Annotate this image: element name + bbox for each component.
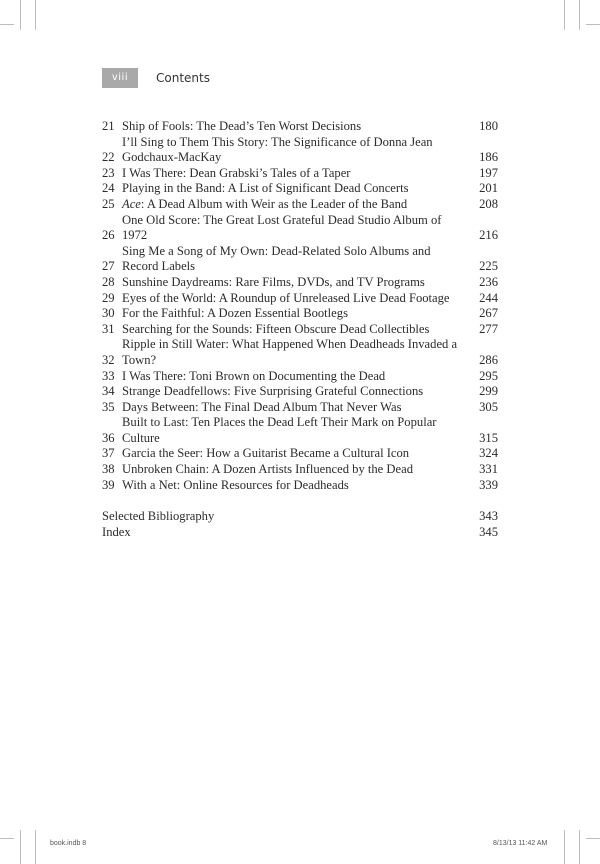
chapter-title: I Was There: Dean Grabski’s Tales of a Taper: [122, 165, 351, 180]
chapter-title: Days Between: The Final Dead Album That Never Was: [122, 399, 402, 414]
page-number: 339: [479, 477, 498, 492]
toc-entry: [102, 446, 498, 462]
chapter-number: 28: [102, 274, 115, 289]
page-number: 180: [479, 119, 498, 133]
toc-entry: [102, 181, 498, 197]
crop-mark: [0, 838, 14, 839]
page-number: 208: [479, 196, 498, 211]
slug-filename: book.indb 8: [50, 840, 87, 847]
toc-entry: [102, 322, 498, 338]
chapter-number: 39: [102, 477, 115, 492]
toc-entry: [102, 306, 498, 322]
chapter-number: 32: [102, 352, 115, 367]
chapter-title: Playing in the Band: A List of Significant Dead Concerts: [122, 181, 409, 196]
chapter-number: 24: [102, 181, 115, 196]
chapter-title: Strange Deadfellows: Five Surprising Grateful Connections: [122, 384, 424, 399]
running-head: Contents: [156, 71, 210, 85]
page-header: [102, 68, 210, 88]
toc-entry: [102, 462, 498, 478]
chapter-title: Sunshine Daydreams: Rare Films, DVDs, and TV Programs: [122, 274, 425, 289]
chapter-number: 22: [102, 150, 115, 165]
page-number: 236: [479, 274, 498, 289]
page-number: 331: [479, 462, 498, 477]
chapter-number: 31: [102, 321, 115, 336]
chapter-title: Eyes of the World: A Roundup of Unreleased Live Dead Footage: [122, 290, 450, 305]
page-number: 216: [479, 228, 498, 243]
toc-entry: [102, 415, 498, 446]
crop-mark: [35, 830, 36, 864]
crop-mark: [0, 24, 14, 25]
crop-mark: [20, 0, 21, 30]
chapter-number: 36: [102, 430, 115, 445]
page-number: 286: [479, 352, 498, 367]
chapter-title: Searching for the Sounds: Fifteen Obscure Dead Collectibles: [122, 321, 430, 336]
page-number: 277: [479, 321, 498, 336]
chapter-number: 27: [102, 259, 115, 274]
back-matter-list: [102, 509, 498, 540]
chapter-title: Selected Bibliography: [102, 509, 215, 524]
toc-entry: [102, 337, 498, 368]
toc-entry: [102, 525, 498, 541]
page-number: 324: [479, 446, 498, 461]
page-number-box: viii: [102, 68, 138, 88]
chapter-title: Unbroken Chain: A Dozen Artists Influenced by the Dead: [122, 462, 413, 477]
chapter-number: 30: [102, 306, 115, 321]
page-number: 345: [479, 524, 498, 539]
page-number: 244: [479, 290, 498, 305]
chapter-number: 25: [102, 196, 115, 211]
page-number: 201: [479, 181, 498, 196]
chapter-title: Garcia the Seer: How a Guitarist Became a Cultural Icon: [122, 446, 410, 461]
chapter-number: 37: [102, 446, 115, 461]
album-title: Ace: [122, 196, 141, 211]
page-number: 295: [479, 368, 498, 383]
toc-entry: [102, 384, 498, 400]
chapter-number: 29: [102, 290, 115, 305]
slug-timestamp: 8/13/13 11:42 AM: [493, 840, 548, 847]
page-number: 299: [479, 384, 498, 399]
page-number: 267: [479, 306, 498, 321]
toc-entry: [102, 275, 498, 291]
chapter-title: I’ll Sing to Them This Story: The Significance of Donna Jean Godchaux-MacKay: [122, 134, 433, 165]
crop-mark: [20, 830, 21, 864]
chapter-number: 35: [102, 399, 115, 414]
toc-entry-list: [102, 119, 498, 493]
toc-entry: [102, 197, 498, 213]
crop-mark: [579, 0, 580, 30]
toc-entry: [102, 135, 498, 166]
chapter-title: With a Net: Online Resources for Deadheads: [122, 477, 349, 492]
chapter-title: For the Faithful: A Dozen Essential Bootlegs: [122, 306, 348, 321]
chapter-title: Sing Me a Song of My Own: Dead-Related Solo Albums and Record Labels: [122, 243, 431, 274]
toc-entry: [102, 509, 498, 525]
chapter-title: Built to Last: Ten Places the Dead Left Their Mark on Popular Culture: [122, 415, 437, 445]
page-number: 343: [479, 509, 498, 524]
chapter-title: Ship of Fools: The Dead’s Ten Worst Decisions: [122, 119, 362, 133]
toc-entry: [102, 291, 498, 307]
crop-mark: [564, 830, 565, 864]
page-number: 186: [479, 150, 498, 165]
crop-mark: [564, 0, 565, 30]
toc-entry: [102, 478, 498, 494]
toc-entry: [102, 166, 498, 182]
page-number: 315: [479, 430, 498, 445]
page-number: 197: [479, 165, 498, 180]
chapter-title-rest: : A Dead Album with Weir as the Leader of the Band: [140, 196, 408, 211]
chapter-number: 33: [102, 368, 115, 383]
chapter-title: I Was There: Toni Brown on Documenting the Dead: [122, 368, 386, 383]
toc-entry: [102, 400, 498, 416]
chapter-title: [122, 197, 468, 213]
chapter-number: 23: [102, 165, 115, 180]
chapter-title: One Old Score: The Great Lost Grateful Dead Studio Album of 1972: [122, 212, 442, 243]
crop-mark: [586, 838, 600, 839]
chapter-title: Index: [102, 524, 131, 539]
crop-mark: [579, 830, 580, 864]
table-of-contents: [102, 119, 498, 540]
page-number: 305: [479, 399, 498, 414]
toc-entry: [102, 119, 498, 135]
page-number: 225: [479, 259, 498, 274]
chapter-number: 34: [102, 384, 115, 399]
toc-entry: [102, 213, 498, 244]
toc-entry: [102, 369, 498, 385]
chapter-number: 38: [102, 462, 115, 477]
crop-mark: [35, 0, 36, 30]
chapter-title: Ripple in Still Water: What Happened When Deadheads Invaded a Town?: [122, 337, 458, 367]
toc-entry: [102, 244, 498, 275]
chapter-number: 26: [102, 228, 115, 243]
crop-mark: [586, 24, 600, 25]
chapter-number: 21: [102, 119, 115, 133]
